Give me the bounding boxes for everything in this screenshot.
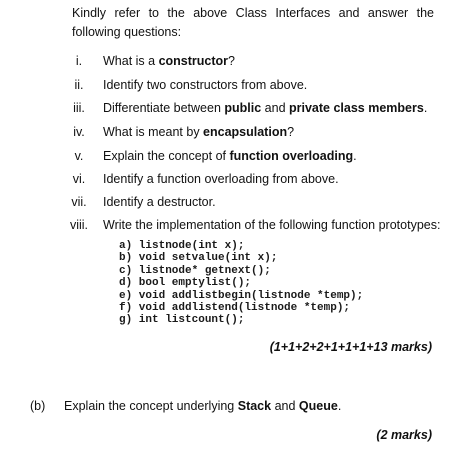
prototype-line: f) void addlistend(listnode *temp); (119, 301, 351, 314)
question-number: v. (74, 149, 84, 163)
question-text: Write the implementation of the following function prototypes: (103, 218, 441, 232)
question-item-4 (0, 123, 474, 141)
question-number: iv. (73, 125, 85, 139)
prototype-line: c) listnode* getnext(); (119, 264, 271, 277)
part-label: (b) (30, 399, 46, 413)
question-text: Identify a function overloading from above. (103, 172, 339, 186)
question-number: viii. (69, 218, 89, 232)
question-number: vi. (72, 172, 86, 186)
question-number: ii. (74, 78, 84, 92)
marks-allocation-a: (1+1+2+2+1+1+1+13 marks) (269, 340, 432, 354)
part-b-text: Explain the concept underlying Stack and Queue. (64, 399, 342, 413)
question-text: What is meant by encapsulation? (103, 125, 295, 139)
question-number: i. (75, 54, 83, 68)
question-item-7 (0, 193, 474, 211)
prototype-line: e) void addlistbegin(listnode *temp); (119, 289, 364, 302)
question-text: Explain the concept of function overloading. (103, 149, 357, 163)
question-item-8 (0, 216, 474, 234)
prototype-line: a) listnode(int x); (119, 240, 245, 252)
intro-paragraph: Kindly refer to the above Class Interfaces and answer the following questions: (72, 6, 434, 39)
question-text: Identify two constructors from above. (103, 78, 308, 92)
question-text: Differentiate between public and private class members. (103, 101, 428, 115)
question-text: Identify a destructor. (103, 195, 216, 209)
question-text: What is a constructor? (103, 54, 235, 68)
marks-allocation-b: (2 marks) (376, 428, 432, 442)
question-item-2 (0, 76, 474, 94)
question-item-3 (0, 99, 474, 117)
prototype-line: d) bool emptylist(); (119, 277, 252, 290)
function-prototypes-list (119, 240, 363, 327)
question-number: iii. (73, 101, 85, 115)
prototype-line: g) int listcount(); (119, 314, 245, 327)
prototype-line: b) void setvalue(int x); (119, 252, 278, 265)
question-item-5 (0, 147, 474, 165)
question-item-6 (0, 170, 474, 188)
question-number: vii. (71, 195, 87, 209)
question-item-1 (0, 52, 474, 70)
